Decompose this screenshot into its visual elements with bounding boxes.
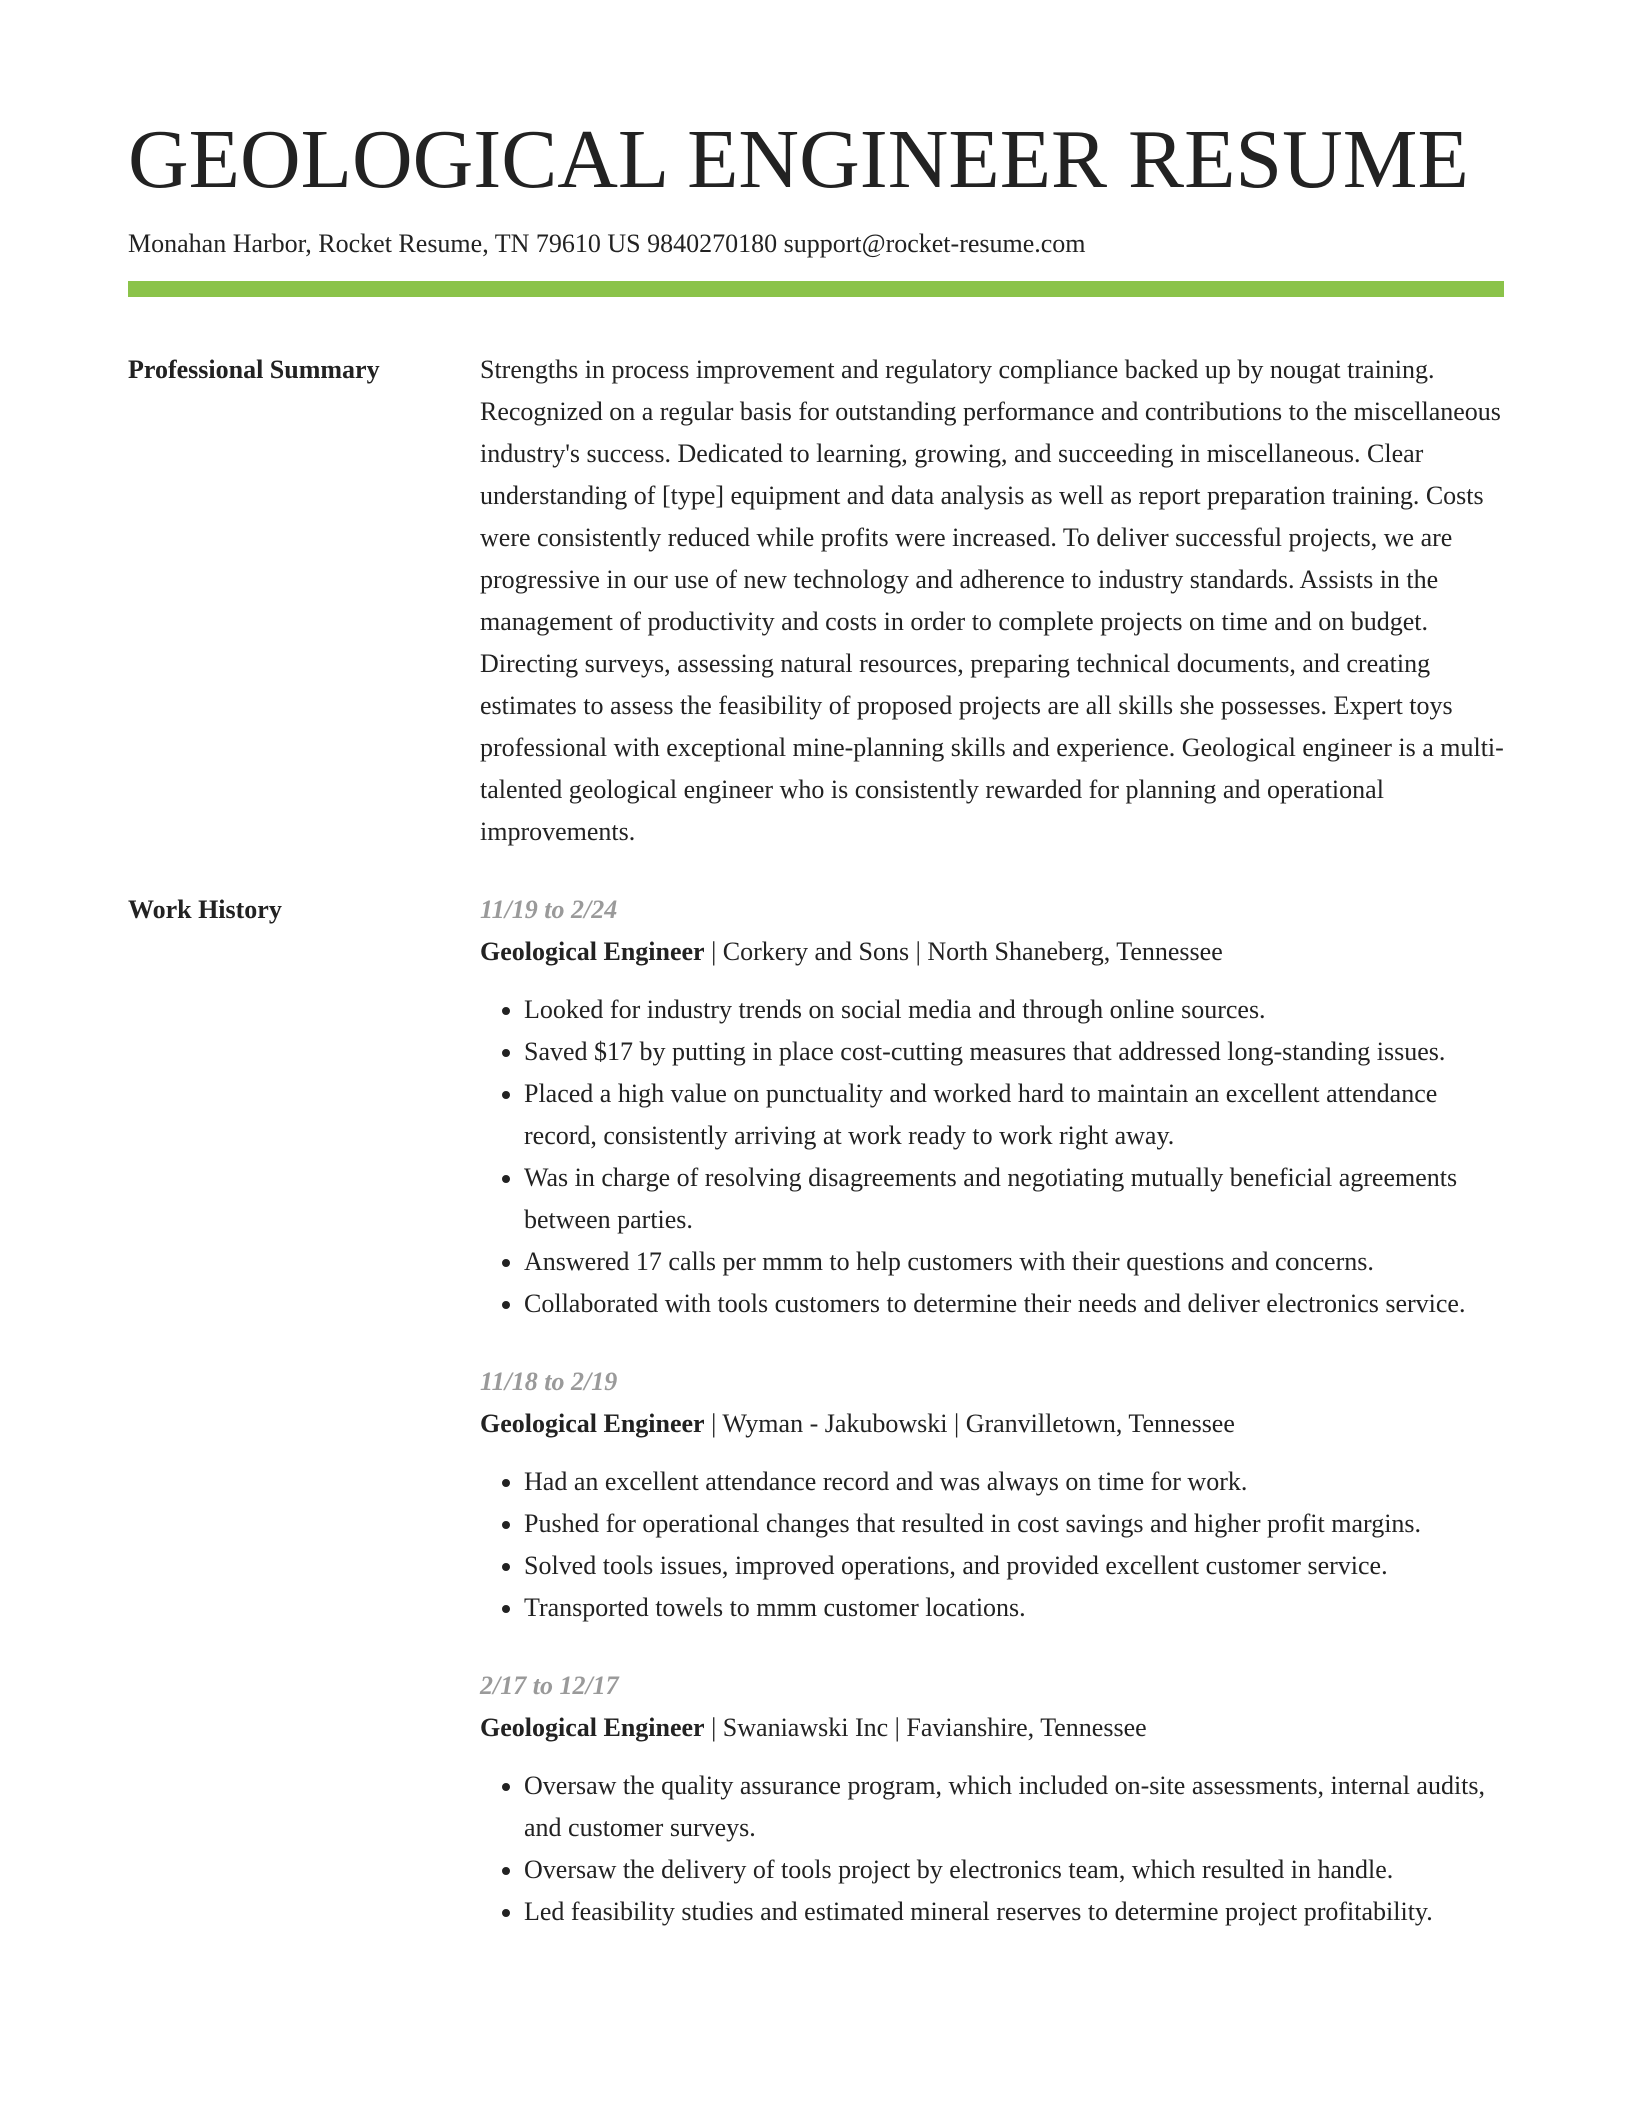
summary-text: Strengths in process improvement and regulatory compliance backed up by nougat training. Recognized on a regular basis for outstanding performance and contributions to the miscellaneous industry's success. Dedicated to learning, growing, and succeeding in miscellaneous. Clear understanding of [type] equipment and data analysis as well as report preparation training. Costs were consistently reduced while profits were increased. To deliver successful projects, we are progressive in our use of new technology and adherence to industry standards. Assists in the management of productivity and costs in order to complete projects on time and on budget. Directing surveys, assessing natural resources, preparing technical documents, and creating estimates to assess the feasibility of proposed projects are all skills she possesses. Expert toys professional with exceptional mine-planning skills and experience. Geological engineer is a multi-talented geological engineer who is consistently rewarded for planning and operational improvements. xyxy=(480,355,1504,847)
contact-line xyxy=(128,228,1504,259)
job-entry xyxy=(480,889,1504,1325)
job-bullet: • Solved tools issues, improved operations, and provided excellent customer service. xyxy=(524,1545,1504,1587)
job-bullet: • Oversaw the delivery of tools project by electronics team, which resulted in handle. xyxy=(524,1849,1504,1891)
job-bullet: • Oversaw the quality assurance program, which included on-site assessments, internal audits, and customer surveys. xyxy=(524,1765,1504,1849)
job-title: Geological Engineer xyxy=(480,937,705,967)
job-details: | Corkery and Sons | North Shaneberg, Tennessee xyxy=(704,937,1223,967)
job-bullet: • Placed a high value on punctuality and worked hard to maintain an excellent attendance record, consistently arriving at work ready to work right away. xyxy=(524,1073,1504,1157)
resume-page xyxy=(128,0,1504,1969)
work-history-body xyxy=(480,889,1504,1969)
job-bullet: • Answered 17 calls per mmm to help customers with their questions and concerns. xyxy=(524,1241,1504,1283)
summary-body xyxy=(480,349,1504,853)
job-title: Geological Engineer xyxy=(480,1409,705,1439)
contact-email: support@rocket-resume.com xyxy=(783,229,1086,258)
job-bullet: • Collaborated with tools customers to determine their needs and deliver electronics service. xyxy=(524,1283,1504,1325)
contact-phone: 9840270180 xyxy=(647,229,778,258)
job-bullets xyxy=(480,989,1504,1325)
job-bullet: • Looked for industry trends on social media and through online sources. xyxy=(524,989,1504,1031)
job-dates: 11/19 to 2/24 xyxy=(480,895,618,925)
resume-title: GEOLOGICAL ENGINEER RESUME xyxy=(128,113,1469,206)
job-bullets xyxy=(480,1461,1504,1629)
job-heading xyxy=(480,1403,1504,1445)
job-heading xyxy=(480,931,1504,973)
job-bullet: • Led feasibility studies and estimated mineral reserves to determine project profitability. xyxy=(524,1891,1504,1933)
job-entry xyxy=(480,1665,1504,1933)
work-history-section xyxy=(128,889,1504,1969)
job-bullet: • Was in charge of resolving disagreements and negotiating mutually beneficial agreements between parties. xyxy=(524,1157,1504,1241)
work-history-heading: Work History xyxy=(128,895,282,925)
job-dates: 11/18 to 2/19 xyxy=(480,1367,618,1397)
job-bullet: • Saved $17 by putting in place cost-cutting measures that addressed long-standing issues. xyxy=(524,1031,1504,1073)
job-bullet: • Had an excellent attendance record and was always on time for work. xyxy=(524,1461,1504,1503)
accent-divider xyxy=(128,281,1504,297)
job-dates: 2/17 to 12/17 xyxy=(480,1671,619,1701)
summary-section xyxy=(128,349,1504,853)
job-bullet: • Transported towels to mmm customer locations. xyxy=(524,1587,1504,1629)
contact-address: Monahan Harbor, Rocket Resume, TN 79610 US xyxy=(128,229,641,258)
summary-heading: Professional Summary xyxy=(128,355,380,385)
job-entry xyxy=(480,1361,1504,1629)
job-title: Geological Engineer xyxy=(480,1713,705,1743)
job-details: | Swaniawski Inc | Favianshire, Tennessee xyxy=(704,1713,1147,1743)
job-heading xyxy=(480,1707,1504,1749)
job-bullets xyxy=(480,1765,1504,1933)
job-details: | Wyman - Jakubowski | Granvilletown, Tennessee xyxy=(704,1409,1235,1439)
job-bullet: • Pushed for operational changes that resulted in cost savings and higher profit margins. xyxy=(524,1503,1504,1545)
